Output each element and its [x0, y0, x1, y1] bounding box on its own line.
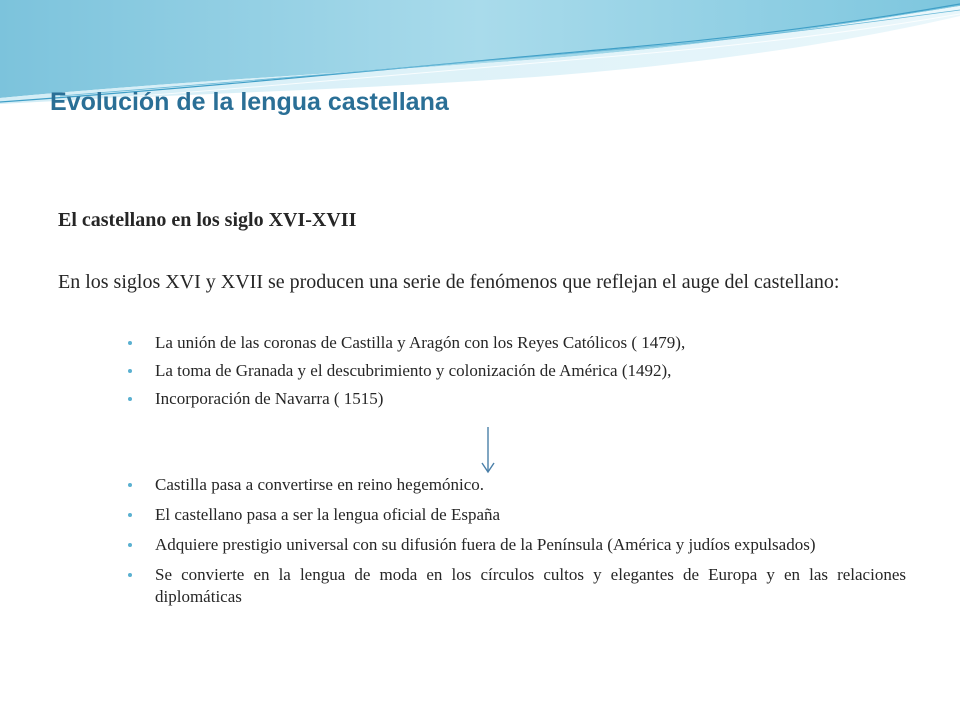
list-item-text: La unión de las coronas de Castilla y Aragón con los Reyes Católicos ( 1479), — [155, 333, 686, 352]
list-item — [128, 332, 906, 354]
bullet-dot-icon — [128, 369, 132, 373]
list-item-text: El castellano pasa a ser la lengua oficial de España — [155, 505, 501, 524]
list-item — [128, 360, 906, 382]
intro-paragraph: En los siglos XVI y XVII se producen una serie de fenómenos que reflejan el auge del castellano: — [58, 271, 840, 293]
effects-list — [128, 474, 906, 616]
list-item-text: Adquiere prestigio universal con su difusión fuera de la Península (América y judíos expulsados) — [155, 535, 816, 554]
list-item — [128, 534, 906, 556]
list-item-text: La toma de Granada y el descubrimiento y colonización de América (1492), — [155, 361, 672, 380]
down-arrow-icon — [478, 426, 498, 476]
list-item-text: Castilla pasa a convertirse en reino hegemónico. — [155, 475, 485, 494]
slide-subtitle: El castellano en los siglo XVI-XVII — [58, 209, 357, 231]
list-item-text: Incorporación de Navarra ( 1515) — [155, 389, 384, 408]
causes-list — [128, 332, 906, 416]
bullet-dot-icon — [128, 397, 132, 401]
list-item — [128, 504, 906, 526]
list-item — [128, 474, 906, 496]
slide-title: Evolución de la lengua castellana — [50, 88, 449, 116]
list-item — [128, 388, 906, 410]
list-item — [128, 564, 906, 608]
bullet-dot-icon — [128, 483, 132, 487]
bullet-dot-icon — [128, 513, 132, 517]
list-item-text: Se convierte en la lengua de moda en los círculos cultos y elegantes de Europa y en las relaciones diplomáticas — [155, 565, 906, 606]
bullet-dot-icon — [128, 341, 132, 345]
bullet-dot-icon — [128, 543, 132, 547]
bullet-dot-icon — [128, 573, 132, 577]
